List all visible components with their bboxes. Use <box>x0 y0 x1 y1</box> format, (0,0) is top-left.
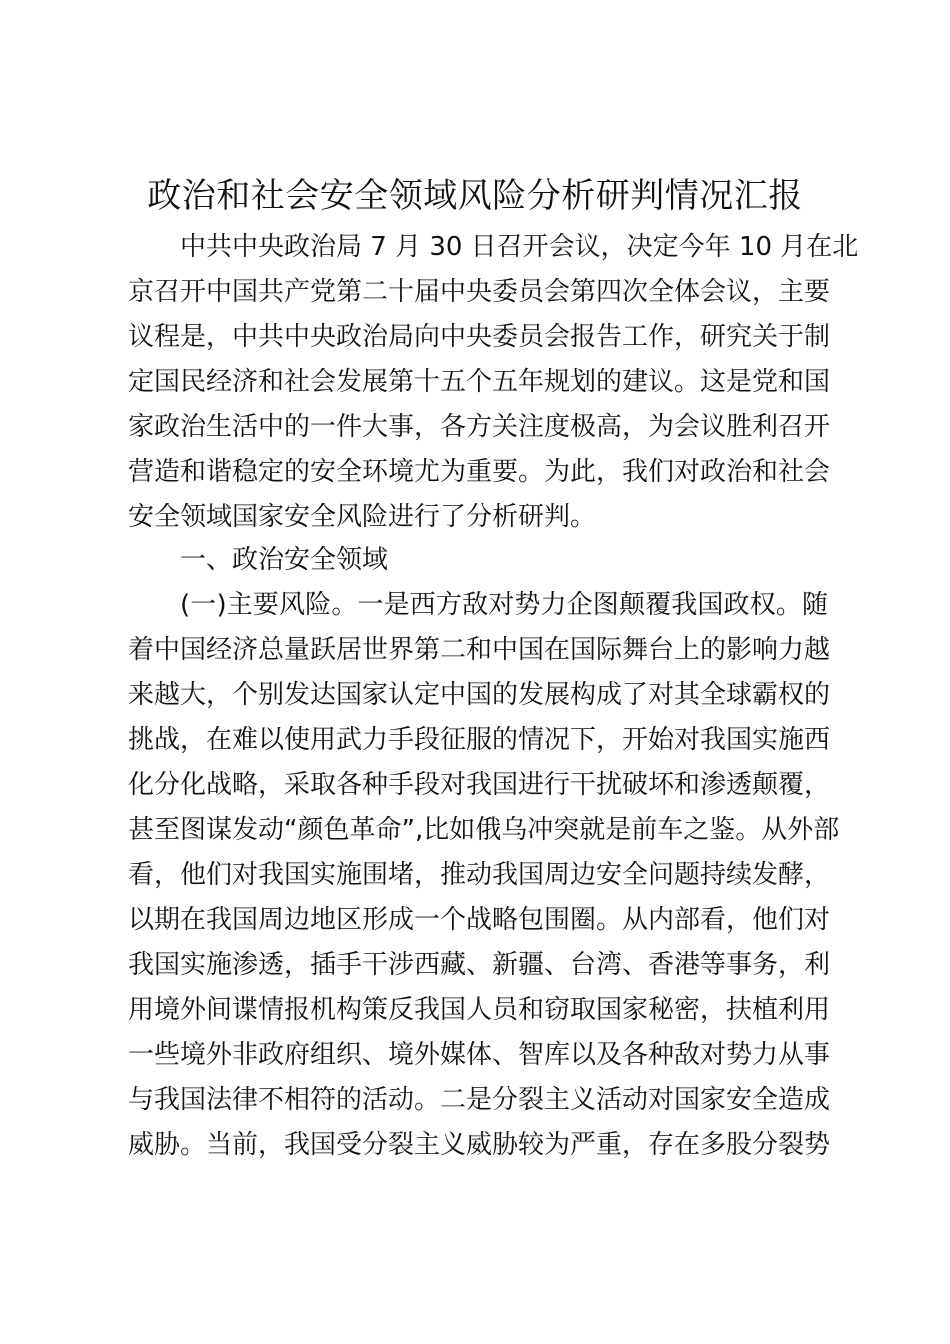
intro-line: 中共中央政治局 7 月 30 日召开会议，决定今年 10 月在北 <box>180 232 859 262</box>
body-line: 威胁。当前，我国受分裂主义威胁较为严重，存在多股分裂势 <box>128 1130 831 1160</box>
intro-line: 安全领域国家安全风险进行了分析研判。 <box>128 502 597 532</box>
intro-line: 家政治生活中的一件大事，各方关注度极高，为会议胜利召开 <box>128 412 831 442</box>
intro-line: 京召开中国共产党第二十届中央委员会第四次全体会议，主要 <box>128 277 831 307</box>
intro-line: 议程是，中共中央政治局向中央委员会报告工作，研究关于制 <box>128 322 831 352</box>
intro-line: 定国民经济和社会发展第十五个五年规划的建议。这是党和国 <box>128 367 831 397</box>
body-line: 以期在我国周边地区形成一个战略包围圈。从内部看，他们对 <box>128 905 831 935</box>
body-line: 甚至图谋发动“颜色革命”,比如俄乌冲突就是前车之鉴。从外部 <box>128 815 840 845</box>
intro-line: 营造和谐稳定的安全环境尤为重要。为此，我们对政治和社会 <box>128 457 831 487</box>
body-line: 用境外间谍情报机构策反我国人员和窃取国家秘密，扶植利用 <box>128 995 831 1025</box>
body-line: 挑战，在难以使用武力手段征服的情况下，开始对我国实施西 <box>128 725 831 755</box>
body-line: 化分化战略，采取各种手段对我国进行干扰破坏和渗透颠覆， <box>128 770 831 800</box>
body-line: 着中国经济总量跃居世界第二和中国在国际舞台上的影响力越 <box>128 635 831 665</box>
body-line: (一)主要风险。一是西方敌对势力企图颠覆我国政权。随 <box>180 590 828 620</box>
body-line: 与我国法律不相符的活动。二是分裂主义活动对国家安全造成 <box>128 1085 831 1115</box>
section-heading: 一、政治安全领域 <box>180 545 389 575</box>
body-line: 看，他们对我国实施围堵，推动我国周边安全问题持续发酵， <box>128 860 831 890</box>
body-line: 来越大，个别发达国家认定中国的发展构成了对其全球霸权的 <box>128 680 831 710</box>
body-line: 一些境外非政府组织、境外媒体、智库以及各种敌对势力从事 <box>128 1040 831 1070</box>
document-title: 政治和社会安全领域风险分析研判情况汇报 <box>147 176 803 216</box>
body-line: 我国实施渗透，插手干涉西藏、新疆、台湾、香港等事务，利 <box>128 950 831 980</box>
